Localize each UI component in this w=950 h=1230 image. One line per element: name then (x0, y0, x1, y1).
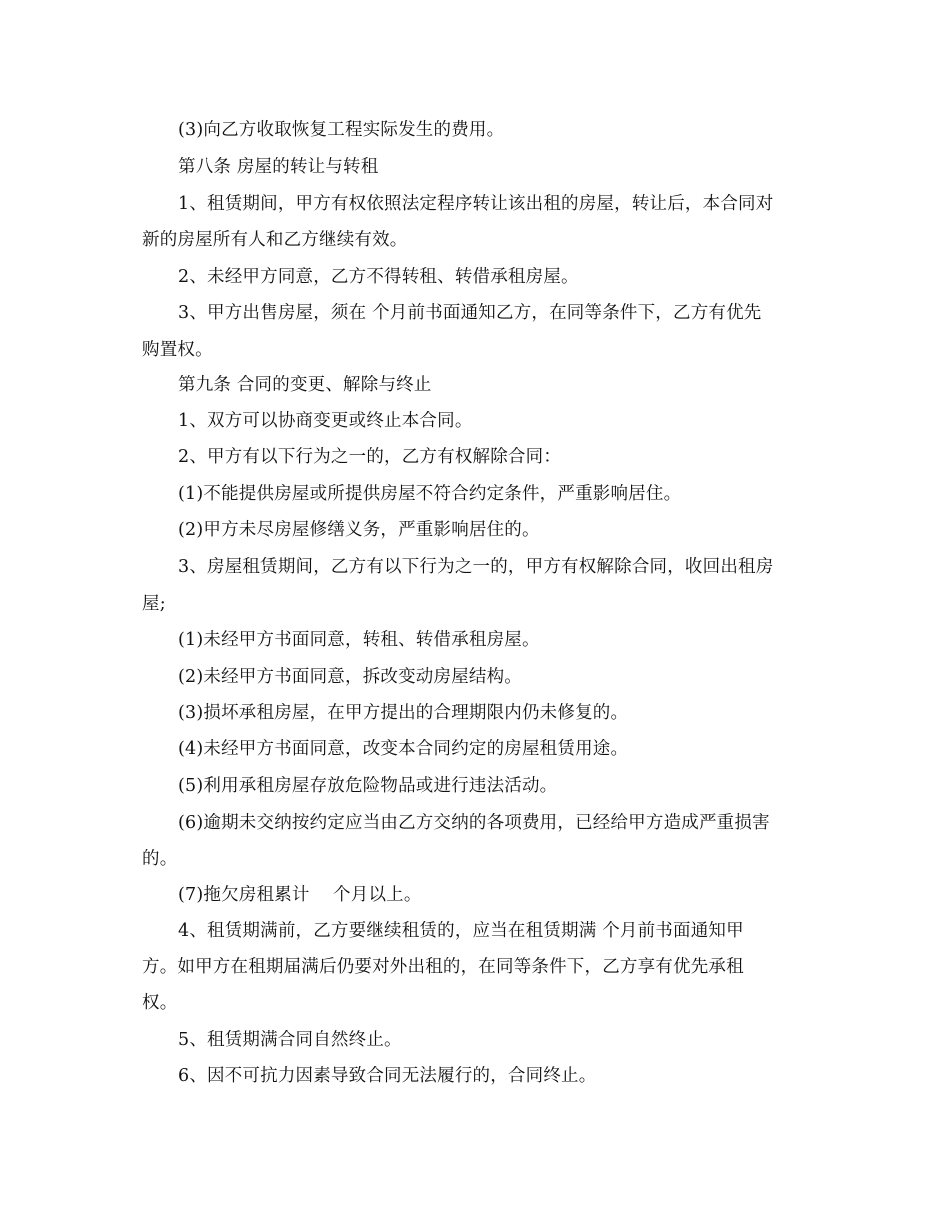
paragraph-line: 权。 (142, 993, 178, 1013)
paragraph-line: 3、甲方出售房屋，须在 个月前书面通知乙方，在同等条件下，乙方有优先 (178, 303, 762, 323)
paragraph-line: 5、租赁期满合同自然终止。 (178, 1030, 402, 1050)
paragraph-line: 方。如甲方在租期届满后仍要对外出租的，在同等条件下，乙方享有优先承租 (142, 957, 744, 977)
paragraph-line: (5)利用承租房屋存放危险物品或进行违法活动。 (178, 776, 558, 796)
paragraph-line: 4、租赁期满前，乙方要继续租赁的，应当在租赁期满 个月前书面通知甲 (178, 921, 744, 941)
paragraph-line: 3、房屋租赁期间，乙方有以下行为之一的，甲方有权解除合同，收回出租房 (178, 557, 774, 577)
paragraph-line: (4)未经甲方书面同意，改变本合同约定的房屋租赁用途。 (178, 739, 629, 759)
paragraph-line: (1)不能提供房屋或所提供房屋不符合约定条件，严重影响居住。 (178, 484, 682, 504)
paragraph-line: (1)未经甲方书面同意，转租、转借承租房屋。 (178, 630, 540, 650)
paragraph-line: (2)甲方未尽房屋修缮义务，严重影响居住的。 (178, 520, 540, 540)
paragraph-line: (3)损坏承租房屋，在甲方提出的合理期限内仍未修复的。 (178, 703, 629, 723)
section-heading: 第九条 合同的变更、解除与终止 (178, 375, 432, 395)
paragraph-line: 1、租赁期间，甲方有权依照法定程序转让该出租的房屋，转让后，本合同对 (178, 194, 774, 214)
paragraph-line: 屋; (142, 594, 166, 614)
paragraph-line: 6、因不可抗力因素导致合同无法履行的，合同终止。 (178, 1066, 597, 1086)
paragraph-line: 2、甲方有以下行为之一的，乙方有权解除合同： (178, 447, 562, 467)
paragraph-line: 的。 (142, 849, 178, 869)
paragraph-line: (2)未经甲方书面同意，拆改变动房屋结构。 (178, 667, 522, 687)
paragraph-line: 新的房屋所有人和乙方继续有效。 (142, 230, 408, 250)
paragraph-line: 购置权。 (142, 340, 213, 360)
paragraph-line: (3)向乙方收取恢复工程实际发生的费用。 (178, 120, 505, 140)
paragraph-line: 1、双方可以协商变更或终止本合同。 (178, 411, 473, 431)
section-heading: 第八条 房屋的转让与转租 (178, 157, 379, 177)
paragraph-line: (7)拖欠房租累计 个月以上。 (178, 885, 422, 905)
paragraph-line: (6)逾期未交纳按约定应当由乙方交纳的各项费用，已经给甲方造成严重损害 (178, 813, 770, 833)
paragraph-line: 2、未经甲方同意，乙方不得转租、转借承租房屋。 (178, 267, 579, 287)
